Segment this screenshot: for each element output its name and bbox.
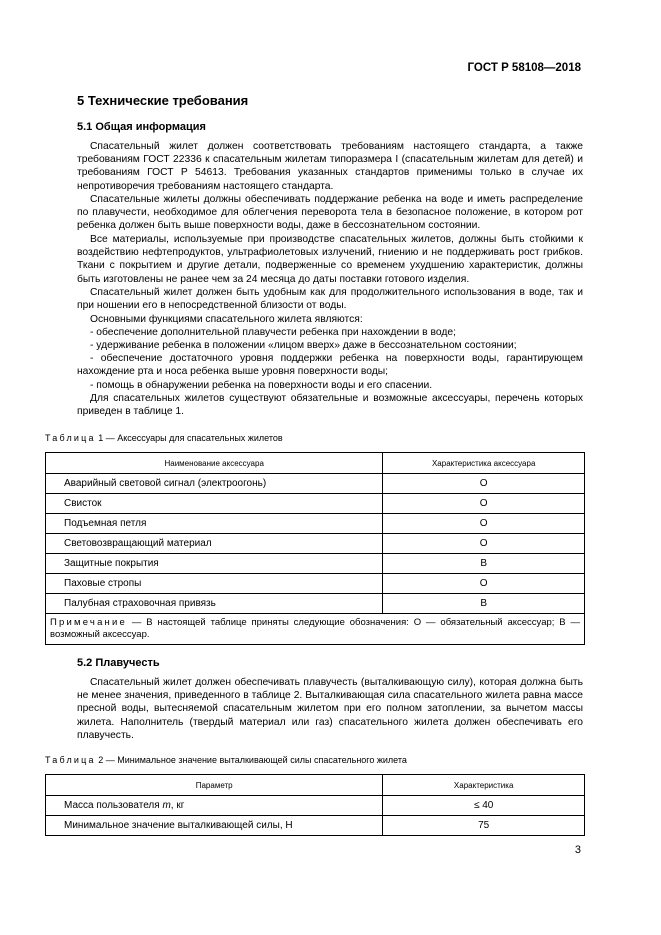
cell: О [383,574,585,594]
table-row [46,514,585,534]
cell: О [383,514,585,534]
cell: О [383,494,585,514]
param-text: Масса пользователя [64,800,163,811]
column-header: Характеристика [383,775,585,796]
cell: Световозвращающий материал [46,534,383,554]
cell: Аварийный световой сигнал (электроогонь) [46,474,383,494]
table-row [46,574,585,594]
cell: Минимальное значение выталкивающей силы, Н [46,816,383,836]
paragraph: Спасательный жилет должен обеспечивать плавучесть (выталкивающую силу), которая должна быть не менее значения, приведенного в таблице 2. Выталкивающая сила спасательного жилета равна массе пресной воды, вытесняемой спасательным жилетом при его полном затоплении, за вычетом массы жилета. Наполнитель (твердый материал или газ) спасательного жилета должен обеспечивать его плавучесть. [77,677,583,741]
param-variable: m [162,800,171,811]
paragraph: Спасательный жилет должен быть удобным как для продолжительного использования в воде, так и при ношении его в непосредственной близости от воды. [77,287,583,312]
list-item: - обеспечение достаточного уровня поддержки ребенка на поверхности воды, гарантирующем нахождение рта и носа ребенка выше уровня поверхности воды; [77,353,583,378]
table-1 [45,452,585,645]
paragraph: Все материалы, используемые при производстве спасательных жилетов, должны быть стойкими к воздействию нефтепродуктов, ультрафиолетовых излучений, гниению и не поддерживать рост грибков. Ткани с покрытием и другие детали, подверженные со временем ухудшению характеристик, должны быть изготовлены не ранее чем за 24 месяца до даты поставки готового изделия. [77,234,583,285]
table-row [46,554,585,574]
subsection-5-1-title: 5.1 Общая информация [77,121,206,133]
cell: Свисток [46,494,383,514]
table-row [46,534,585,554]
list-item: - обеспечение дополнительной плавучести ребенка при нахождении в воде; [90,327,456,338]
cell: В [383,554,585,574]
cell: ≤ 40 [383,796,585,816]
cell: О [383,534,585,554]
cell: Палубная страховочная привязь [46,594,383,614]
table-caption-text: 1 — Аксессуары для спасательных жилетов [95,433,283,443]
table-row [46,796,585,816]
table-caption-prefix: Таблица [45,433,96,443]
paragraph: Для спасательных жилетов существуют обязательные и возможные аксессуары, перечень которых приведен в таблице 1. [77,393,583,418]
cell [46,796,383,816]
table-note [46,614,585,645]
cell: О [383,474,585,494]
table-row [46,494,585,514]
cell: 75 [383,816,585,836]
table-header-row [46,453,585,474]
table-row [46,474,585,494]
standard-id: ГОСТ Р 58108—2018 [467,62,581,74]
paragraph: Основными функциями спасательного жилета являются: [90,314,363,325]
table-2-caption [45,755,407,765]
list-item: - удерживание ребенка в положении «лицом вверх» даже в бессознательном состоянии; [90,340,517,351]
page-number: 3 [574,844,581,856]
table-header-row [46,775,585,796]
param-unit: , кг [170,800,185,811]
paragraph: Спасательный жилет должен соответствовать требованиям настоящего стандарта, а также требованиям ГОСТ 22336 к спасательным жилетам типоразмера I (спасательным жилетам для детей) и требованиям ГОСТ Р 54613. Требования указанных стандартов применимы только в случае их непротиворечия требованиям настоящего стандарта. [77,141,583,192]
subsection-5-2-title: 5.2 Плавучесть [77,657,160,669]
table-row [46,816,585,836]
cell: Подъемная петля [46,514,383,534]
table-row [46,594,585,614]
column-header: Параметр [46,775,383,796]
table-caption-prefix: Таблица [45,755,96,765]
cell: Паховые стропы [46,574,383,594]
section-5-title: 5 Технические требования [77,93,249,108]
table-note-row [46,614,585,645]
list-item: - помощь в обнаружении ребенка на поверхности воды и его спасении. [90,380,433,391]
column-header: Характеристика аксессуара [383,453,585,474]
cell: Защитные покрытия [46,554,383,574]
table-caption-text: 2 — Минимальное значение выталкивающей силы спасательного жилета [95,755,407,765]
note-prefix: Примечание [50,617,127,628]
column-header: Наименование аксессуара [46,453,383,474]
note-text: — В настоящей таблице приняты следующие обозначения: О — обязательный аксессуар; В — возможный аксессуар. [50,617,580,640]
cell: В [383,594,585,614]
table-2 [45,774,585,836]
paragraph: Спасательные жилеты должны обеспечивать поддержание ребенка на воде и иметь распределение по плавучести, необходимое для облегчения переворота тела в безопасное положение, в котором рот ребенка должен быть выше поверхности воды, даже в бессознательном состоянии. [77,194,583,232]
table-1-caption [45,433,283,443]
